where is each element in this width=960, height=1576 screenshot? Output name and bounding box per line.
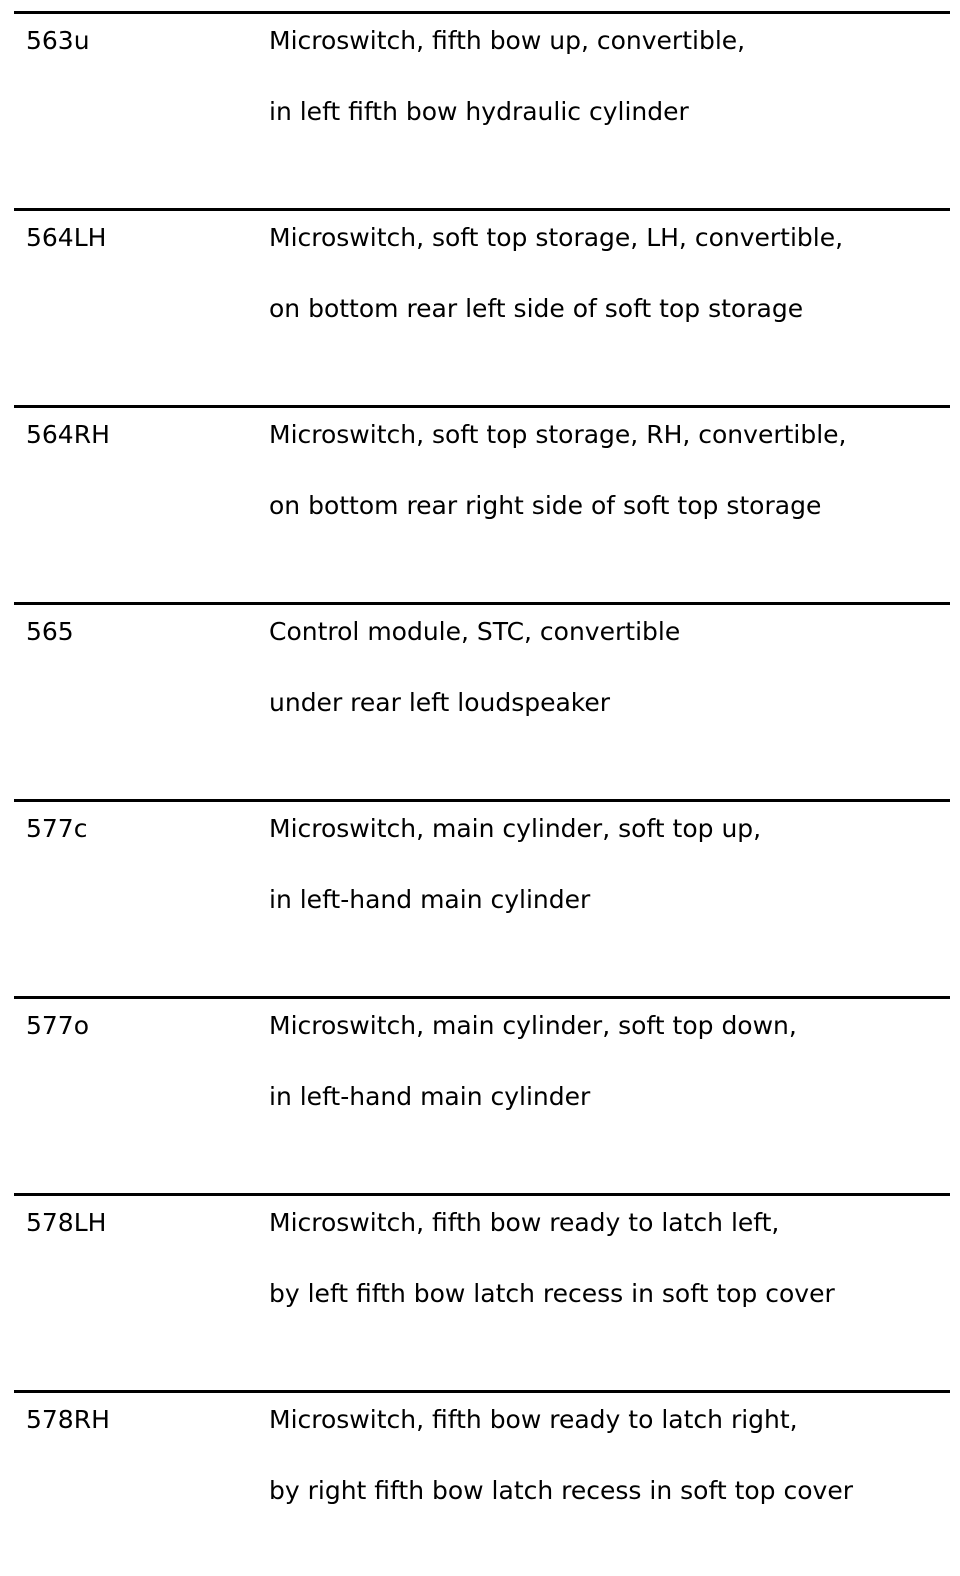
component-description [269, 1208, 949, 1309]
description-line-2: in left-hand main cylinder [269, 885, 591, 914]
component-code: 565 [26, 617, 74, 646]
description-line-1: Microswitch, main cylinder, soft top down, [269, 1011, 797, 1040]
row-divider [14, 405, 950, 408]
table-row [14, 197, 950, 394]
row-divider [14, 1390, 950, 1393]
component-code: 577c [26, 814, 88, 843]
component-description [269, 26, 949, 127]
component-description [269, 223, 949, 324]
row-divider [14, 602, 950, 605]
row-divider [14, 799, 950, 802]
description-line-1: Microswitch, soft top storage, RH, convertible, [269, 420, 847, 449]
component-code: 578LH [26, 1208, 107, 1237]
component-code: 577o [26, 1011, 90, 1040]
table-row [14, 1379, 950, 1576]
description-line-1: Control module, STC, convertible [269, 617, 681, 646]
component-description [269, 617, 949, 718]
table-row [14, 591, 950, 788]
description-line-2: in left fifth bow hydraulic cylinder [269, 97, 689, 126]
table-row [14, 394, 950, 591]
component-code: 578RH [26, 1405, 110, 1434]
table-row [14, 1182, 950, 1379]
description-line-2: on bottom rear left side of soft top storage [269, 294, 804, 323]
description-line-2: by left fifth bow latch recess in soft top cover [269, 1279, 835, 1308]
description-line-1: Microswitch, fifth bow ready to latch left, [269, 1208, 780, 1237]
component-description [269, 1405, 949, 1506]
component-description [269, 420, 949, 521]
description-line-1: Microswitch, main cylinder, soft top up, [269, 814, 762, 843]
row-divider [14, 1193, 950, 1196]
description-line-2: by right fifth bow latch recess in soft top cover [269, 1476, 853, 1505]
component-description [269, 814, 949, 915]
description-line-2: under rear left loudspeaker [269, 688, 611, 717]
description-line-2: on bottom rear right side of soft top storage [269, 491, 822, 520]
row-divider [14, 996, 950, 999]
description-line-1: Microswitch, soft top storage, LH, convertible, [269, 223, 844, 252]
table-row [14, 985, 950, 1182]
component-description [269, 1011, 949, 1112]
component-code: 564LH [26, 223, 107, 252]
component-code: 563u [26, 26, 90, 55]
component-code: 564RH [26, 420, 110, 449]
table-row [14, 788, 950, 985]
component-table [14, 0, 950, 1576]
description-line-1: Microswitch, fifth bow ready to latch right, [269, 1405, 798, 1434]
row-divider [14, 11, 950, 14]
row-divider [14, 208, 950, 211]
description-line-2: in left-hand main cylinder [269, 1082, 591, 1111]
table-row [14, 0, 950, 197]
description-line-1: Microswitch, fifth bow up, convertible, [269, 26, 746, 55]
